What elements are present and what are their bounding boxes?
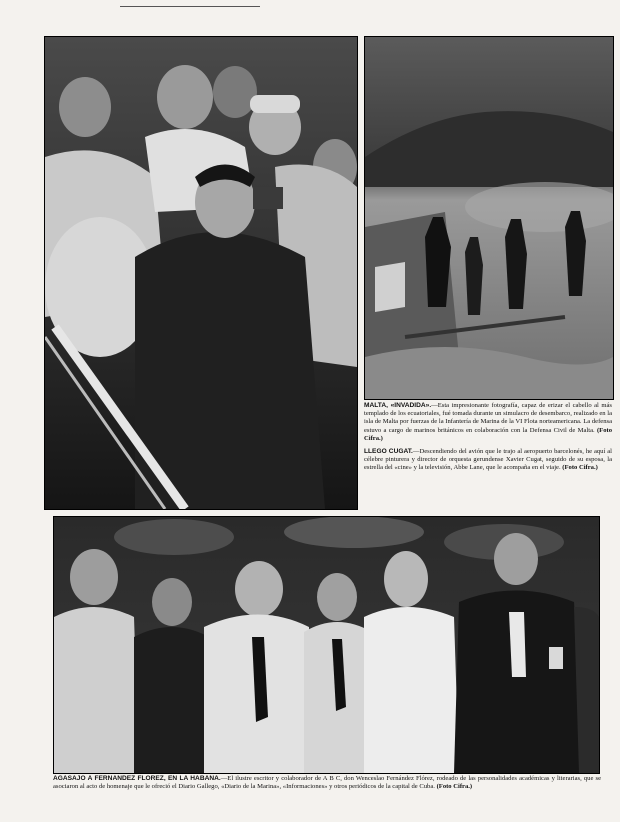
caption-cugat bbox=[364, 448, 612, 473]
photo-havana-tribute bbox=[53, 516, 600, 774]
caption-malta-body: —Esta impresionante fotografía, capaz de erizar el cabello al más templado de los ecuatoriales, fué tomada durante un simulacro de desembarco, realizado en la isla de Malta por fuerzas de la Infantería de Marina de la VI Flota norteamericana. La defensa estuvo a cargo de marinos británicos en colaboración con la Defensa Civil de Malta. bbox=[364, 402, 612, 434]
captions-column bbox=[364, 402, 612, 478]
photo-malta-landing bbox=[364, 36, 614, 400]
caption-cugat-body: —Descendiendo del avión que le trajo al aeropuerto barcelonés, he aquí al célebre pinturera y director de orquesta gerundense Xavier Cugat, seguido de su esposa, la estrella del «cine» y la televisión, Abbe Lane, que le acompaña en el viaje. bbox=[364, 448, 612, 472]
caption-havana-heading: AGASAJO A FERNANDEZ FLOREZ, EN LA HABANA. bbox=[53, 775, 221, 782]
caption-malta bbox=[364, 402, 612, 443]
caption-havana-credit: (Foto Cifra.) bbox=[436, 783, 473, 791]
caption-havana bbox=[53, 775, 601, 792]
caption-malta-heading: MALTA, «INVADIDA». bbox=[364, 402, 432, 409]
caption-havana-body: —El ilustre escritor y colaborador de A B C, don Wenceslao Fernández Flórez, rodeado de las personalidades académicas y literarias, que se asociaron al acto de homenaje que le ofreció el Diario Gallego, «Diario de la Marina», «Informaciones» y otros periódicos de la capital de Cuba. bbox=[53, 775, 601, 791]
photo-cugat-arrival bbox=[44, 36, 358, 510]
caption-malta-credit: (Foto Cifra.) bbox=[364, 426, 612, 442]
caption-cugat-credit: (Foto Cifra.) bbox=[562, 464, 598, 472]
caption-cugat-heading: LLEGO CUGAT. bbox=[364, 448, 413, 456]
top-rule bbox=[120, 6, 260, 7]
